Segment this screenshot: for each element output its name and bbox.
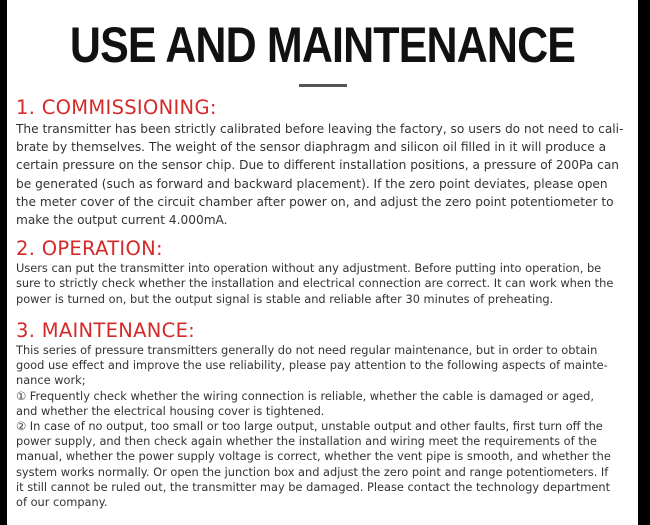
body-line: the meter cover of the circuit chamber after power on, and adjust the zero point potentiometer to	[16, 194, 614, 209]
body-line: it still cannot be ruled out, the transmitter may be damaged. Please contact the technology department	[16, 479, 611, 494]
page-title: USE AND MAINTENANCE	[69, 17, 576, 73]
body-line: sure to strictly check whether the installation and electrical connection are correct. It can work when the	[16, 276, 614, 291]
title-divider	[299, 84, 347, 87]
body-line: be generated (such as forward and backward placement). If the zero point deviates, please open	[16, 176, 608, 191]
body-line: system works normally. Or open the junction box and adjust the zero point and range potentiometers. If	[16, 464, 609, 479]
section-body-operation	[16, 261, 636, 307]
body-line: and whether the electrical housing cover is tightened.	[16, 403, 325, 418]
body-line: power supply, and then check again whether the installation and wiring meet the requirements of the	[16, 434, 597, 449]
section-heading-operation: 2. OPERATION:	[16, 237, 163, 260]
body-line: make the output current 4.000mA.	[16, 213, 228, 228]
body-line: certain pressure on the sensor chip. Due to different installation positions, a pressure of 200Pa can	[16, 158, 620, 173]
section-body-maintenance	[16, 343, 636, 510]
section-body-commissioning	[16, 120, 636, 229]
body-line: This series of pressure transmitters generally do not need regular maintenance, but in order to obtain	[16, 343, 598, 357]
section-heading-commissioning: 1. COMMISSIONING:	[16, 96, 217, 119]
body-line: of our company.	[16, 495, 108, 510]
body-line: Users can put the transmitter into operation without any adjustment. Before putting into operation, be	[16, 261, 602, 275]
document-page	[7, 0, 638, 525]
body-line: power is turned on, but the output signal is stable and reliable after 30 minutes of preheating.	[16, 291, 554, 306]
body-line: The transmitter has been strictly calibrated before leaving the factory, so users do not need to cali-	[16, 122, 624, 136]
body-line: manual, whether the power supply voltage is correct, whether the vent pipe is smooth, and whether the	[16, 449, 611, 464]
body-line: nance work;	[16, 373, 86, 388]
body-line: good use effect and improve the use reliability, please pay attention to the following aspects of mainte-	[16, 358, 608, 373]
body-line: brate by themselves. The weight of the sensor diaphragm and silicon oil filled in it will produce a	[16, 140, 607, 155]
section-heading-maintenance: 3. MAINTENANCE:	[16, 319, 196, 342]
list-item-1: ① Frequently check whether the wiring connection is reliable, whether the cable is damaged or aged,	[16, 388, 595, 403]
list-item-2: ② In case of no output, too small or too large output, unstable output and other faults, first turn off the	[16, 419, 603, 434]
